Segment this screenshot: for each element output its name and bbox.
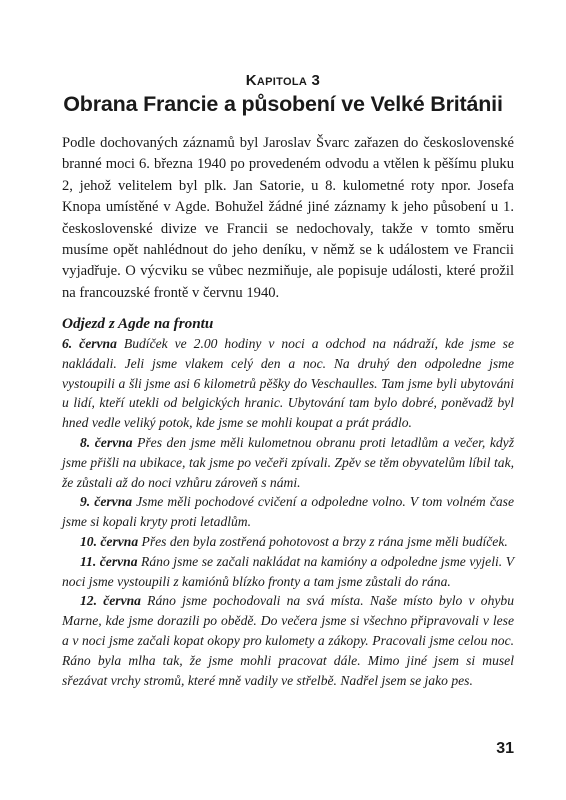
diary-entry xyxy=(62,334,514,433)
entry-text: Přes den jsme měli kulometnou obranu proti letadlům a večer, když jsme přišli na ubikace, tak jsme po večeři zpívali. Zpěv se těm obyvatelům líbil tak, že zůstali až do noci vzhůru zároveň s námi. xyxy=(62,434,515,490)
entry-date: 6. června xyxy=(62,336,117,351)
diary-entries xyxy=(62,334,514,690)
entry-date: 11. června xyxy=(80,553,138,569)
entry-date: 9. června xyxy=(80,494,133,510)
section-heading: Odjezd z Agde na frontu xyxy=(62,315,214,332)
entry-text: Jsme měli pochodové cvičení a odpoledne volno. V tom volném čase jsme si kopali kryty proti letadlům. xyxy=(62,494,514,530)
intro-paragraph: Podle dochovaných záznamů byl Jaroslav Švarc zařazen do československé branné moci 6. března 1940 po provedeném odvodu a vtělen k pěšímu pluku 2, jehož velitelem byl plk. Jan Satorie, u 8. kulometné roty npor. Josefa Knopa umístěné v Agde. Bohužel žádné jiné záznamy k jeho působení u 1. československé divize ve Francii se nedochovaly, takže v tomto směru musíme opět nahlédnout do jeho deníku, v němž se k událostem ve Francii vyjadřuje. O výcviku se vůbec nezmiňuje, ale popisuje události, které prožil na francouzské frontě v červnu 1940. xyxy=(62,135,514,301)
diary-entry xyxy=(62,532,514,552)
page-number: 31 xyxy=(496,740,514,757)
diary-entry xyxy=(62,433,514,492)
entry-text: Přes den byla zostřená pohotovost a brzy z rána jsme měli budíček. xyxy=(138,533,508,549)
entry-date: 10. června xyxy=(80,533,139,549)
entry-text: Budíček ve 2.00 hodiny v noci a odchod na nádraží, kde jsme se nakládali. Jeli jsme vlakem celý den a noc. Na druhý den odpoledne jsme vystoupili a šli jsme asi 6 kilometrů pěšky do Veschaulles. Tam jsme byli ubytováni u lidí, kteří utekli od belgických hranic. Ubytování tam bylo dobré, poněvadž byl hned vedle veliký potok, kde jsme se mohli koupat a prát prádlo. xyxy=(62,336,515,431)
chapter-label-text: Kapitola 3 xyxy=(245,72,321,89)
entry-date: 12. června xyxy=(80,593,141,609)
diary-entry xyxy=(62,591,514,690)
entry-text: Ráno jsme pochodovali na svá místa. Naše místo bylo v ohybu Marne, kde jsme dorazili po obědě. Do večera jsme si všechno připravovali v lese a v noci jsme začali kopat okopy pro kulomety a zákopy. Pracovali jsme celou noc. Ráno byla mlha tak, že jsme mohli pracovat dále. Mimo jiné jsem si musel sřezávat vrchy stromů, které mně vadily ve střelbě. Nadřel jsem se jako pes. xyxy=(62,593,515,688)
chapter-title: Obrana Francie a působení ve Velké Británii xyxy=(63,92,503,116)
entry-date: 8. června xyxy=(80,434,133,450)
chapter-label xyxy=(0,72,566,89)
diary-entry xyxy=(62,552,514,592)
diary-entry xyxy=(62,492,514,532)
entry-text: Ráno jsme se začali nakládat na kamióny a odpoledne jsme vyjeli. V noci jsme vystoupili z kamiónů blízko fronty a tam jsme zůstali do rána. xyxy=(62,553,514,589)
